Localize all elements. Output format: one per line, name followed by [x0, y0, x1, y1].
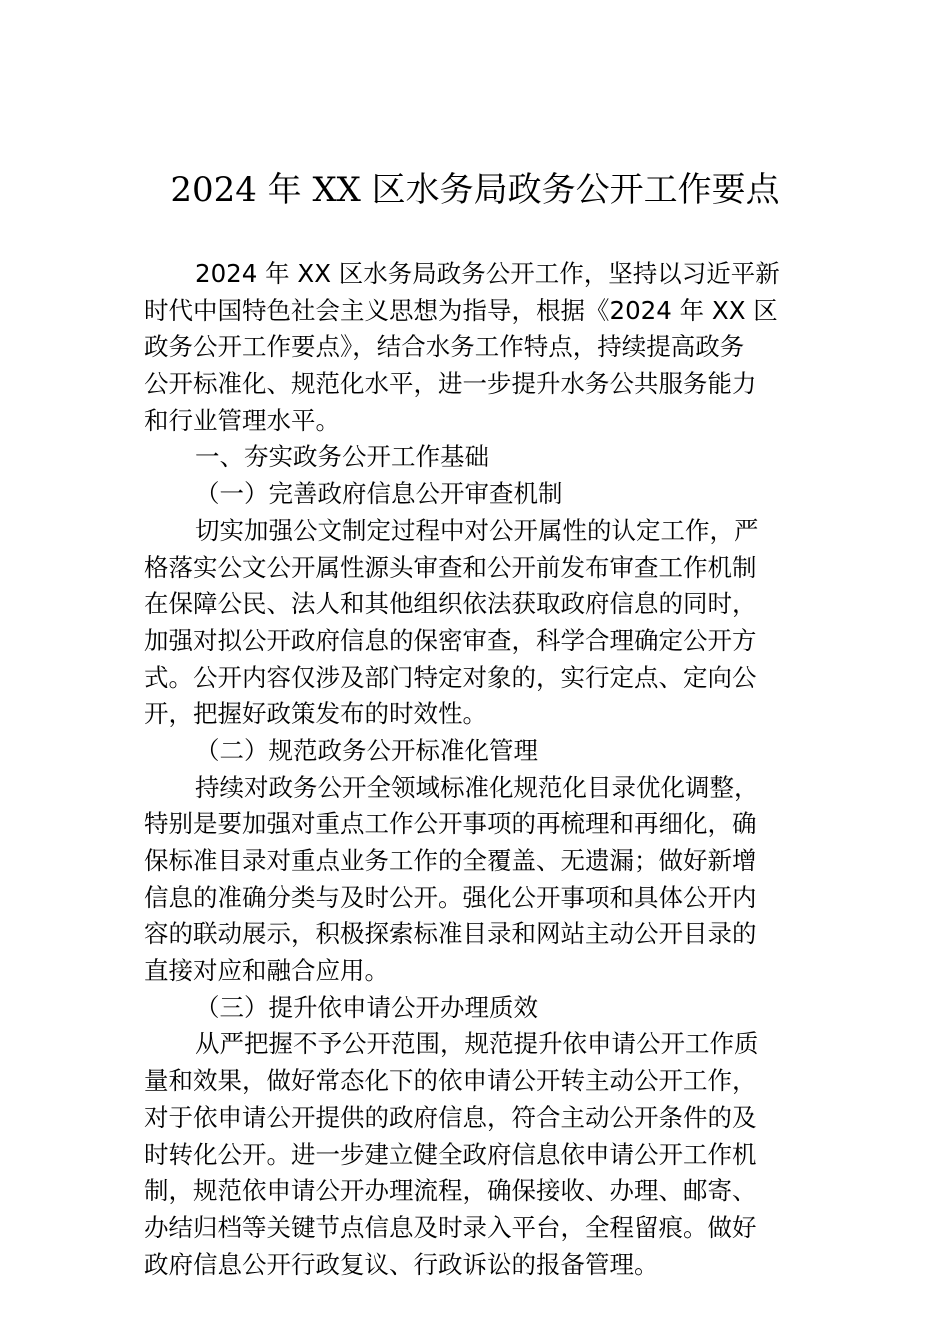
heading-text: （三）提升依申请公开办理质效	[195, 992, 538, 1022]
body-paragraph	[144, 770, 806, 990]
paragraph-line: 加强对拟公开政府信息的保密审查，科学合理确定公开方	[144, 625, 757, 655]
paragraph-line: 公开标准化、规范化水平，进一步提升水务公共服务能力	[144, 369, 757, 399]
paragraph-line: 对于依申请公开提供的政府信息，符合主动公开条件的及	[144, 1102, 757, 1132]
heading-text: 一、夯实政务公开工作基础	[195, 442, 489, 472]
heading-text: （一）完善政府信息公开审查机制	[195, 479, 563, 509]
paragraph-line: 制，规范依申请公开办理流程，确保接收、办理、邮寄、	[144, 1176, 757, 1206]
body-paragraph	[144, 513, 806, 733]
paragraph-line: 政务公开工作要点》，结合水务工作特点，持续提高政务	[144, 332, 745, 362]
paragraph-line: 特别是要加强对重点工作公开事项的再梳理和再细化，确	[144, 809, 757, 839]
document-title: 2024 年 XX 区水务局政务公开工作要点	[170, 170, 780, 210]
paragraph-line: 量和效果，做好常态化下的依申请公开转主动公开工作，	[144, 1066, 757, 1096]
paragraph-line: 式。公开内容仅涉及部门特定对象的，实行定点、定向公	[144, 662, 757, 692]
section-heading	[144, 733, 806, 770]
paragraph-line: 在保障公民、法人和其他组织依法获取政府信息的同时，	[144, 589, 757, 619]
document-body	[144, 256, 806, 1283]
paragraph-line: 信息的准确分类与及时公开。强化公开事项和具体公开内	[144, 882, 757, 912]
paragraph-line: 切实加强公文制定过程中对公开属性的认定工作，严	[195, 515, 759, 545]
paragraph-line: 格落实公文公开属性源头审查和公开前发布审查工作机制	[144, 552, 757, 582]
section-heading	[144, 476, 806, 513]
paragraph-line: 政府信息公开行政复议、行政诉讼的报备管理。	[144, 1249, 659, 1279]
paragraph-line: 直接对应和融合应用。	[144, 956, 389, 986]
body-paragraph	[144, 256, 806, 439]
paragraph-line: 2024 年 XX 区水务局政务公开工作，坚持以习近平新	[195, 259, 780, 288]
paragraph-line: 从严把握不予公开范围，规范提升依申请公开工作质	[195, 1029, 759, 1059]
paragraph-line: 和行业管理水平。	[144, 405, 340, 435]
body-paragraph	[144, 1026, 806, 1283]
paragraph-line: 时转化公开。进一步建立健全政府信息依申请公开工作机	[144, 1139, 757, 1169]
section-heading	[144, 439, 806, 476]
section-heading	[144, 990, 806, 1027]
paragraph-line: 容的联动展示，积极探索标准目录和网站主动公开目录的	[144, 919, 757, 949]
paragraph-line: 时代中国特色社会主义思想为指导，根据《2024 年 XX 区	[144, 295, 778, 325]
heading-text: （二）规范政务公开标准化管理	[195, 735, 538, 765]
paragraph-line: 办结归档等关键节点信息及时录入平台，全程留痕。做好	[144, 1212, 757, 1242]
paragraph-line: 开，把握好政策发布的时效性。	[144, 699, 487, 729]
paragraph-line: 持续对政务公开全领域标准化规范化目录优化调整，	[195, 772, 759, 802]
paragraph-line: 保标准目录对重点业务工作的全覆盖、无遗漏；做好新增	[144, 846, 757, 875]
